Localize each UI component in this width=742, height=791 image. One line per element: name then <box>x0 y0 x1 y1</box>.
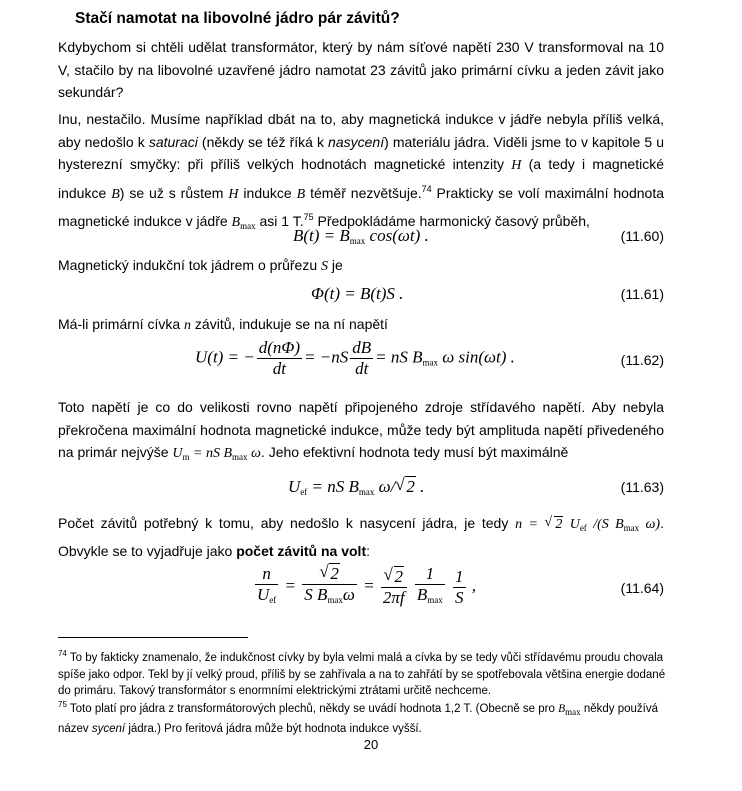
footnote-ref-74: 74 <box>421 183 432 194</box>
footnote-75: $^{75}$ Toto platí pro jádra z transformátorových plechů, někdy se uvádí hodnota 1,2 T. (Obecně se pro $B_{max}$ někdy používá název sycení jádra.) Pro feritová jádra může být hodnota indukce vyšší. <box>58 700 658 735</box>
paragraph-primary: Má-li primární cívka n závitů, indukuje se na ní napětí <box>58 316 388 333</box>
footnote-74: $^{74}$ To by fakticky znamenalo, že indukčnost cívky by byla velmi malá a cívka by se tedy vůči střídavému proudu chovala spíše jako odpor. Tekl by jí velký proud, příliš by se zahřívala a na to zahřátí by se spotřebovala většina energie dodané do primáru. Takový transformátor s enormními elektrickými ztrátami určitě nechceme. <box>58 649 666 697</box>
equation-number: (11.61) <box>620 286 664 302</box>
equation-number: (11.60) <box>620 228 664 244</box>
equation-number: (11.63) <box>620 479 664 495</box>
section-heading: Stačí namotat na libovolné jádro pár závitů? <box>75 10 400 27</box>
term-turns-per-volt: počet závitů na volt <box>236 542 367 559</box>
paragraph-question: Kdybychom si chtěli udělat transformátor, který by nám síťové napětí 230 V transformoval na 10 V, stačilo by na libovolné uzavřené jádro namotat 23 závitů jako primární cívku a jeden závit jako sekundár? <box>58 39 664 100</box>
equation-11-60: $B(t) = B_{max}$ cos(ωt) . (11.60) <box>293 226 664 246</box>
paragraph-saturation: Inu, nestačilo. Musíme například dbát na to, aby magnetická indukce v jádře nebyla příliš velká, aby nedošlo k saturaci (někdy se též říká k nasycení) materiálu jádra. Viděli jsme to v kapitole 5 u hysterezní smyčky: při příliš velkých hodnotách magnetické intenzity H (a tedy i magnetické indukce B) se už s růstem H indukce B téměř nezvětšuje.$^{74}$ Prakticky se volí maximální hodnota magnetické indukce v jádře $B_{max}$ asi 1 T.$^{75}$ Předpokládáme harmonický časový průběh, <box>58 111 664 231</box>
paragraph-amplitude: Toto napětí je co do velikosti rovno napětí připojeného zdroje střídavého napětí. Aby nebyla překročena maximální hodnota magnetické indukce, může tedy být amplituda napětí přivedeného na primár nejvýše $U_m$ = nS $B_{max}$ ω. Jeho efektivní hodnota tedy musí být maximálně <box>58 399 664 462</box>
footnote-separator <box>58 637 248 638</box>
equation-11-62: U(t) = − $\frac{d(n\Phi)}{dt}$ = −nS $\frac{dB}{dt}$ = nS $B_{max}$ ω sin(ωt) . (11.62) <box>195 338 664 378</box>
equation-11-64: $\frac{n}{U_{ef}}$ = √ $\frac{2}{S B_{max}\omega}$ = √ $\frac{2}{2\pi f}$ $\frac{1}{B_{max}}$ $\frac{1}{S}$ , (11.64) <box>58 564 664 618</box>
equation-number: (11.62) <box>620 352 664 368</box>
paragraph-flux: Magnetický indukční tok jádrem o průřezu S je <box>58 257 343 274</box>
footnote-ref-75: 75 <box>303 212 314 222</box>
page-number: 20 <box>363 737 379 752</box>
equation-11-61: Φ(t) = B(t)S . (11.61) <box>311 284 664 303</box>
equation-number: (11.64) <box>620 580 664 596</box>
equation-11-63: $U_{ef}$ = nS $B_{max}$ ω/√ 2 . (11.63) <box>58 473 664 513</box>
paragraph-turns: Počet závitů potřebný k tomu, aby nedošlo k nasycení jádra, je tedy n = √ 2 $U_{ef}$ /(S $B_{max}$ ω). Obvykle se to vyjadřuje jako počet závitů na volt: <box>58 512 664 562</box>
